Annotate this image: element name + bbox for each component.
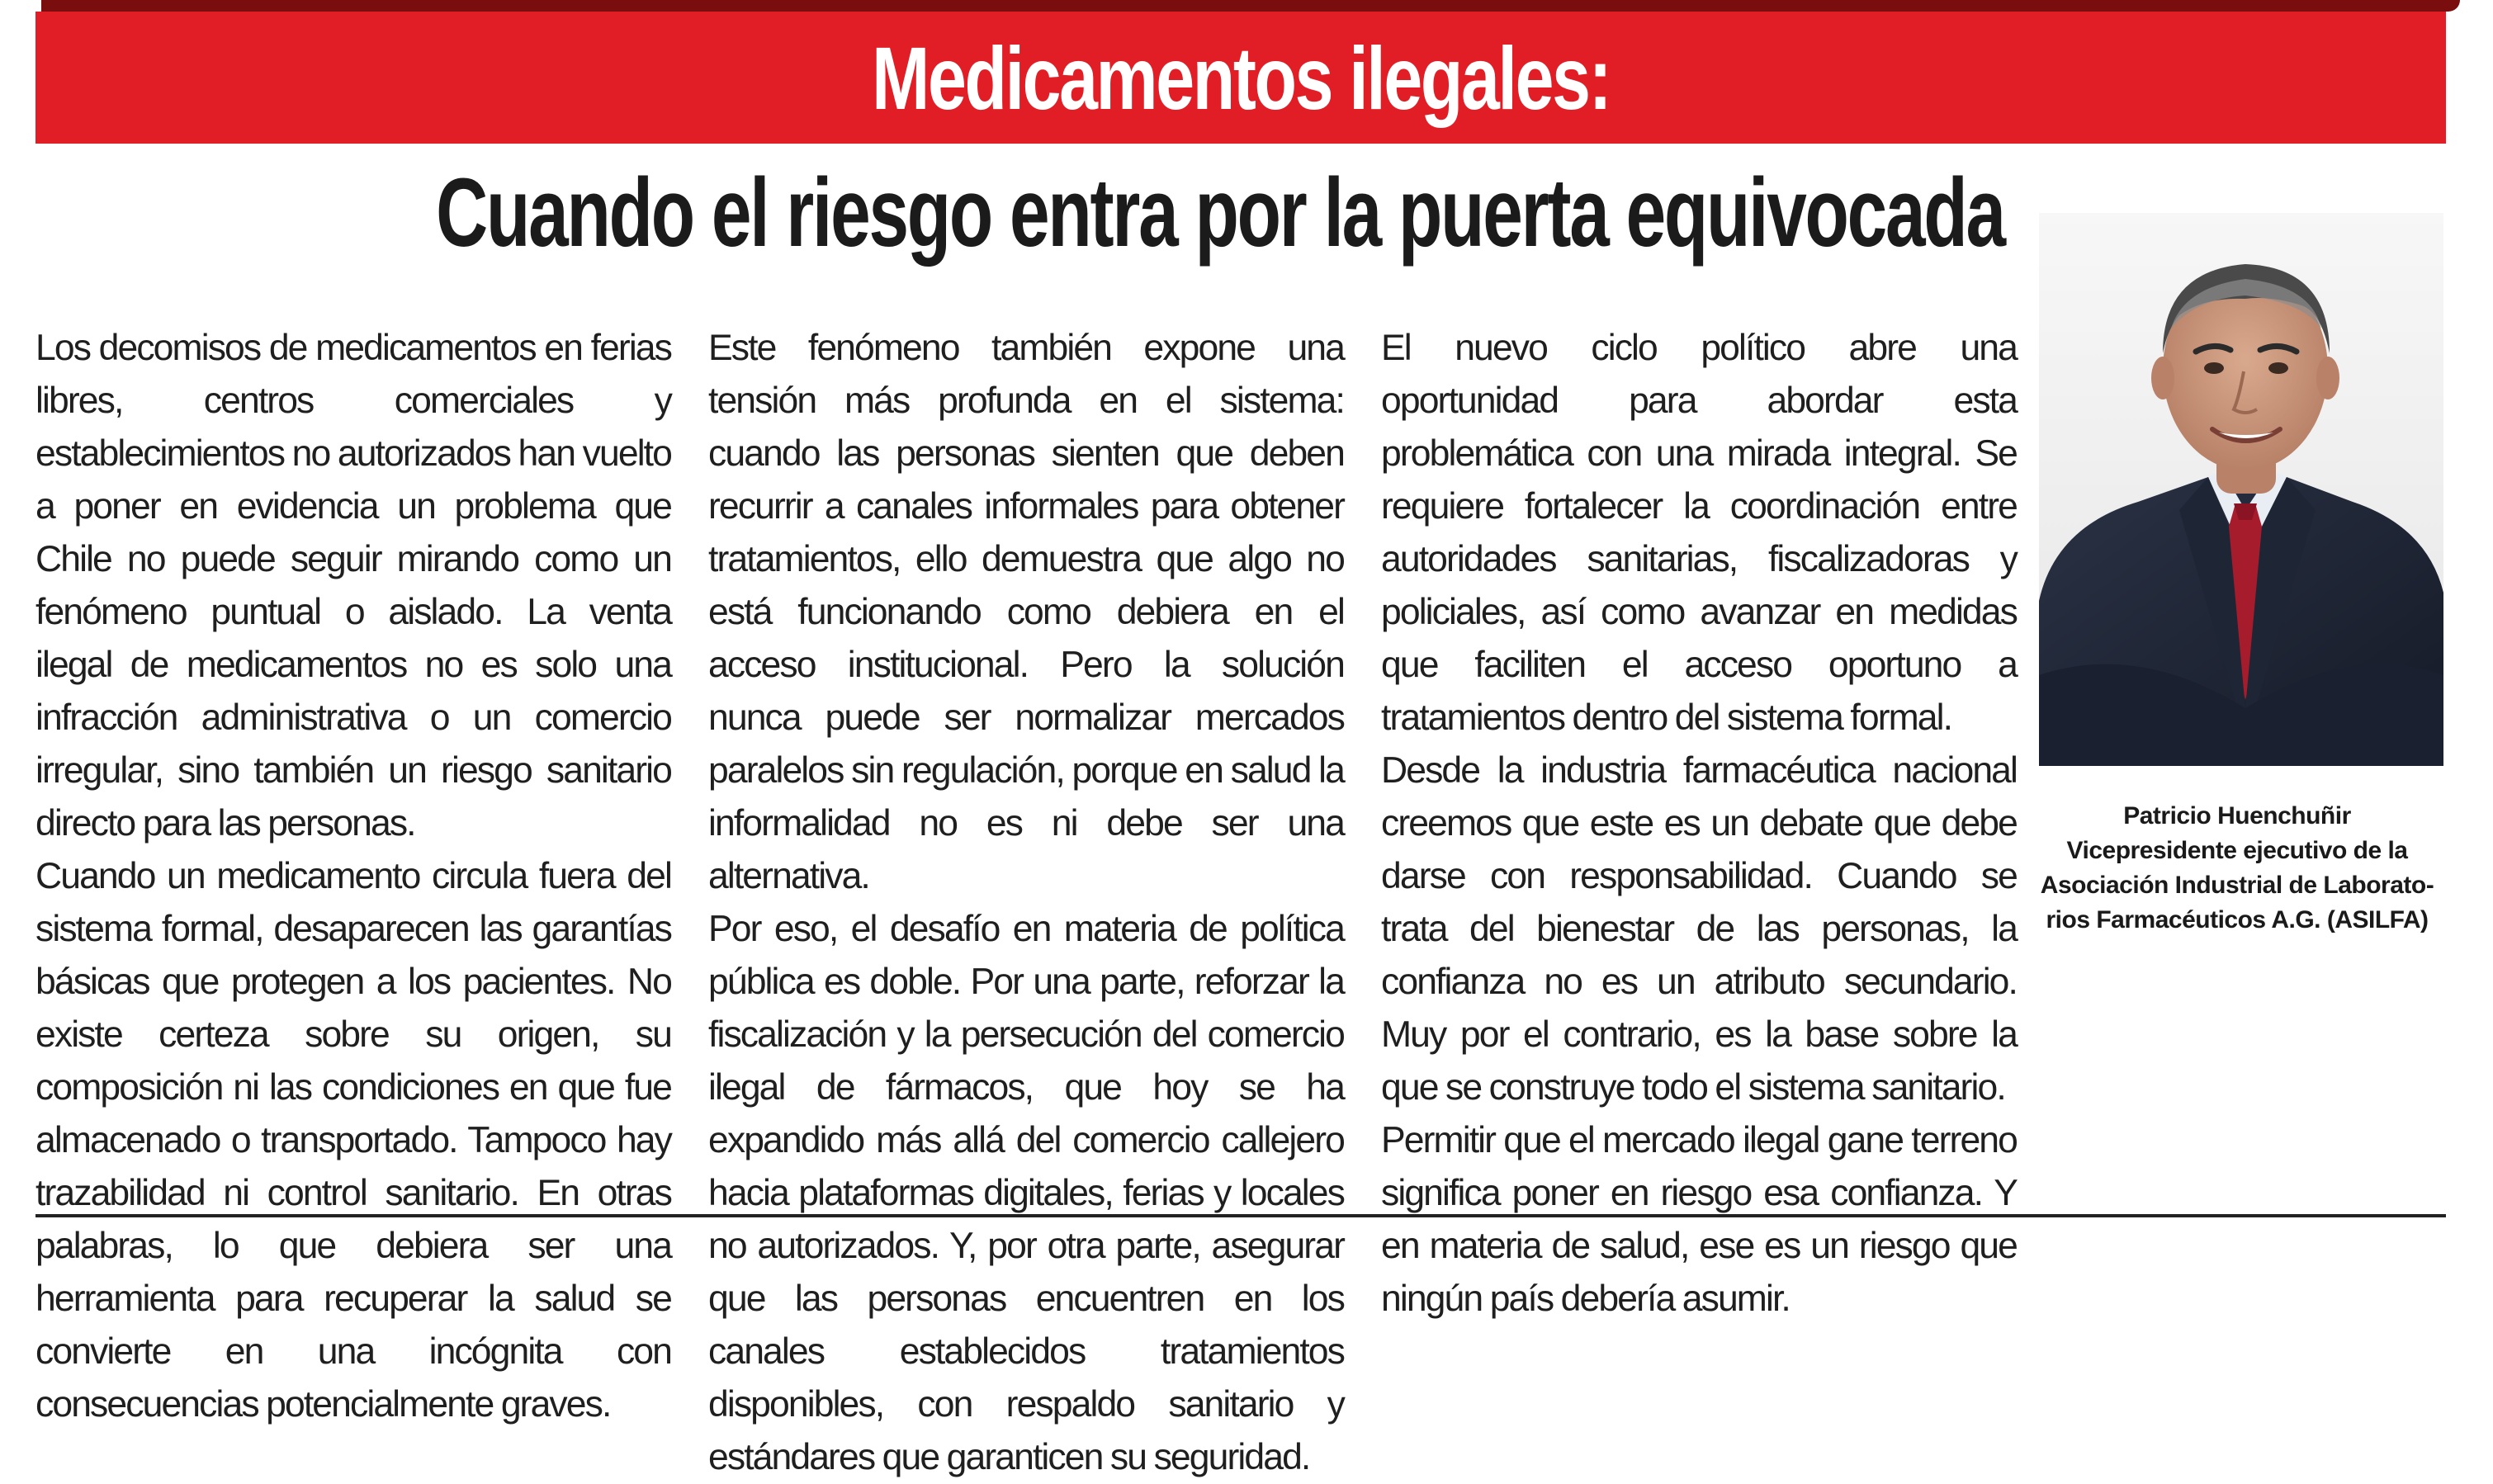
paragraph: El nuevo ciclo político abre una oportunidad para abordar esta problemática con una mirada integral. Se requiere fortalecer la coordinación entre autoridades sanitarias, fiscalizadoras y policiales, así como avanzar en medidas que faciliten el acceso oportuno a tratamientos dentro del sistema formal. <box>1381 328 2017 738</box>
article-body <box>35 322 2017 1484</box>
paragraph: Cuando un medicamento circula fuera del sistema formal, desaparecen las garantías básicas que protegen a los pacientes. No existe certeza sobre su origen, su composición ni las condiciones en que fue almacenado o transportado. Tampoco hay trazabilidad ni control sanitario. En otras palabras, lo que debiera ser una herramienta para recuperar la salud se convierte en una incógnita con consecuencias potencialmente graves. <box>35 856 671 1425</box>
section-title: Medicamentos ilegales: <box>871 27 1611 128</box>
paragraph: Permitir que el mercado ilegal gane terreno significa poner en riesgo esa confianza. Y en materia de salud, ese es un riesgo que ningún país debería asumir. <box>1381 1120 2017 1319</box>
author-role-line: rios Farmacéuticos A.G. (ASILFA) <box>2046 906 2429 933</box>
paragraph: Los decomisos de medicamentos en ferias libres, centros comerciales y establecimientos no autorizados han vuelto a poner en evidencia un problema que Chile no puede seguir mirando como un fenómeno puntual o aislado. La venta ilegal de medicamentos no es solo una infracción administrativa o un comercio irregular, sino también un riesgo sanitario directo para las personas. <box>35 328 671 844</box>
author-role-line: Asociación Industrial de Laborato- <box>2040 872 2434 899</box>
paragraph: Por eso, el desafío en materia de política pública es doble. Por una parte, reforzar la fiscalización y la persecución del comercio ilegal de fármacos, que hoy se ha expandido más allá del comercio callejero hacia plataformas digitales, ferias y locales no autorizados. Y, por otra parte, asegurar que las personas encuentren en los canales establecidos tratamientos disponibles, con respaldo sanitario y estándares que garanticen su seguridad. <box>708 909 1344 1477</box>
bottom-divider <box>35 1214 2446 1217</box>
column-3 <box>1381 322 2017 1484</box>
section-banner <box>35 12 2446 144</box>
column-2 <box>708 322 1344 1484</box>
author-name: Patricio Huenchuñir <box>2123 802 2351 829</box>
paragraph: Este fenómeno también expone una tensión más profunda en el sistema: cuando las personas sienten que deben recurrir a canales informales para obtener tratamientos, ello demuestra que algo no está funcionando como debiera en el acceso institucional. Pero la solución nunca puede ser normalizar mercados paralelos sin regulación, porque en salud la informalidad no es ni debe ser una alternativa. <box>708 328 1344 896</box>
author-caption <box>2022 799 2452 938</box>
top-edge-stripe <box>41 0 2460 12</box>
column-1 <box>35 322 671 1484</box>
author-role-line: Vicepresidente ejecutivo de la <box>2066 837 2408 864</box>
article-headline: Cuando el riesgo entra por la puerta equivocada <box>436 158 2004 267</box>
author-portrait-illustration <box>2039 213 2443 766</box>
author-photo <box>2039 213 2443 766</box>
paragraph: Desde la industria farmacéutica nacional creemos que este es un debate que debe darse con responsabilidad. Cuando se trata del bienestar de las personas, la confianza no es un atributo secundario. Muy por el contrario, es la base sobre la que se construye todo el sistema sanitario. <box>1381 750 2017 1108</box>
